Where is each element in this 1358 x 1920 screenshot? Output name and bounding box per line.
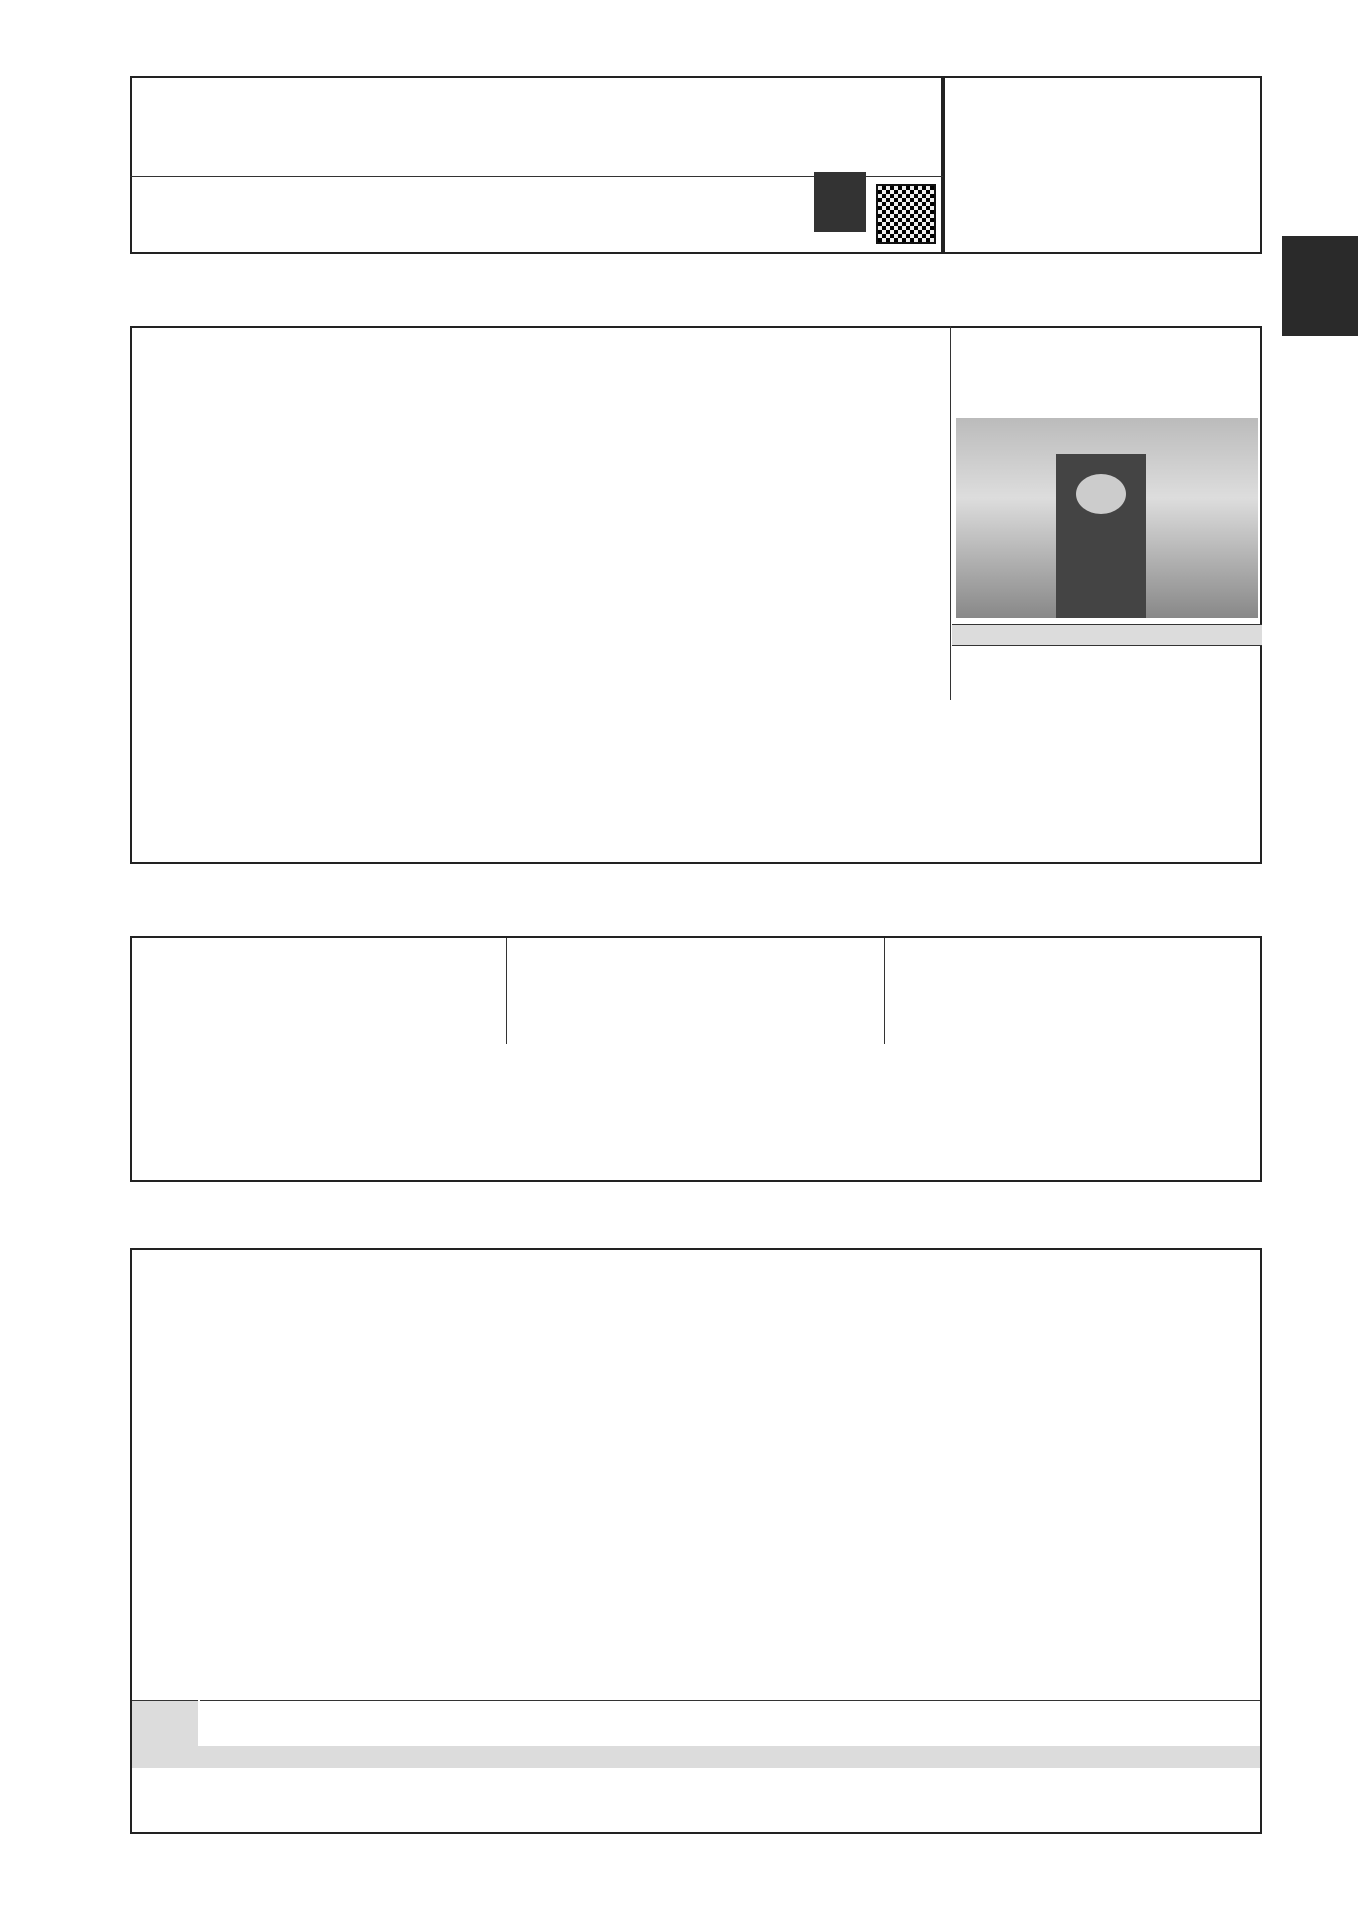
dorm-title (952, 624, 1262, 646)
ippan-label (885, 938, 951, 1044)
ao-label (132, 938, 250, 1044)
recruit-table (130, 936, 1262, 1182)
qual-header (132, 1746, 1260, 1768)
class-style-text (200, 1700, 1260, 1746)
school-photo (956, 418, 1258, 618)
class-style-label (132, 1700, 198, 1746)
suisen-label (507, 938, 573, 1044)
table-vdivider (950, 326, 951, 700)
category-tab (1282, 236, 1358, 336)
qr-label (814, 172, 866, 232)
qr-code-icon[interactable] (876, 184, 936, 244)
info-table (943, 76, 1262, 254)
